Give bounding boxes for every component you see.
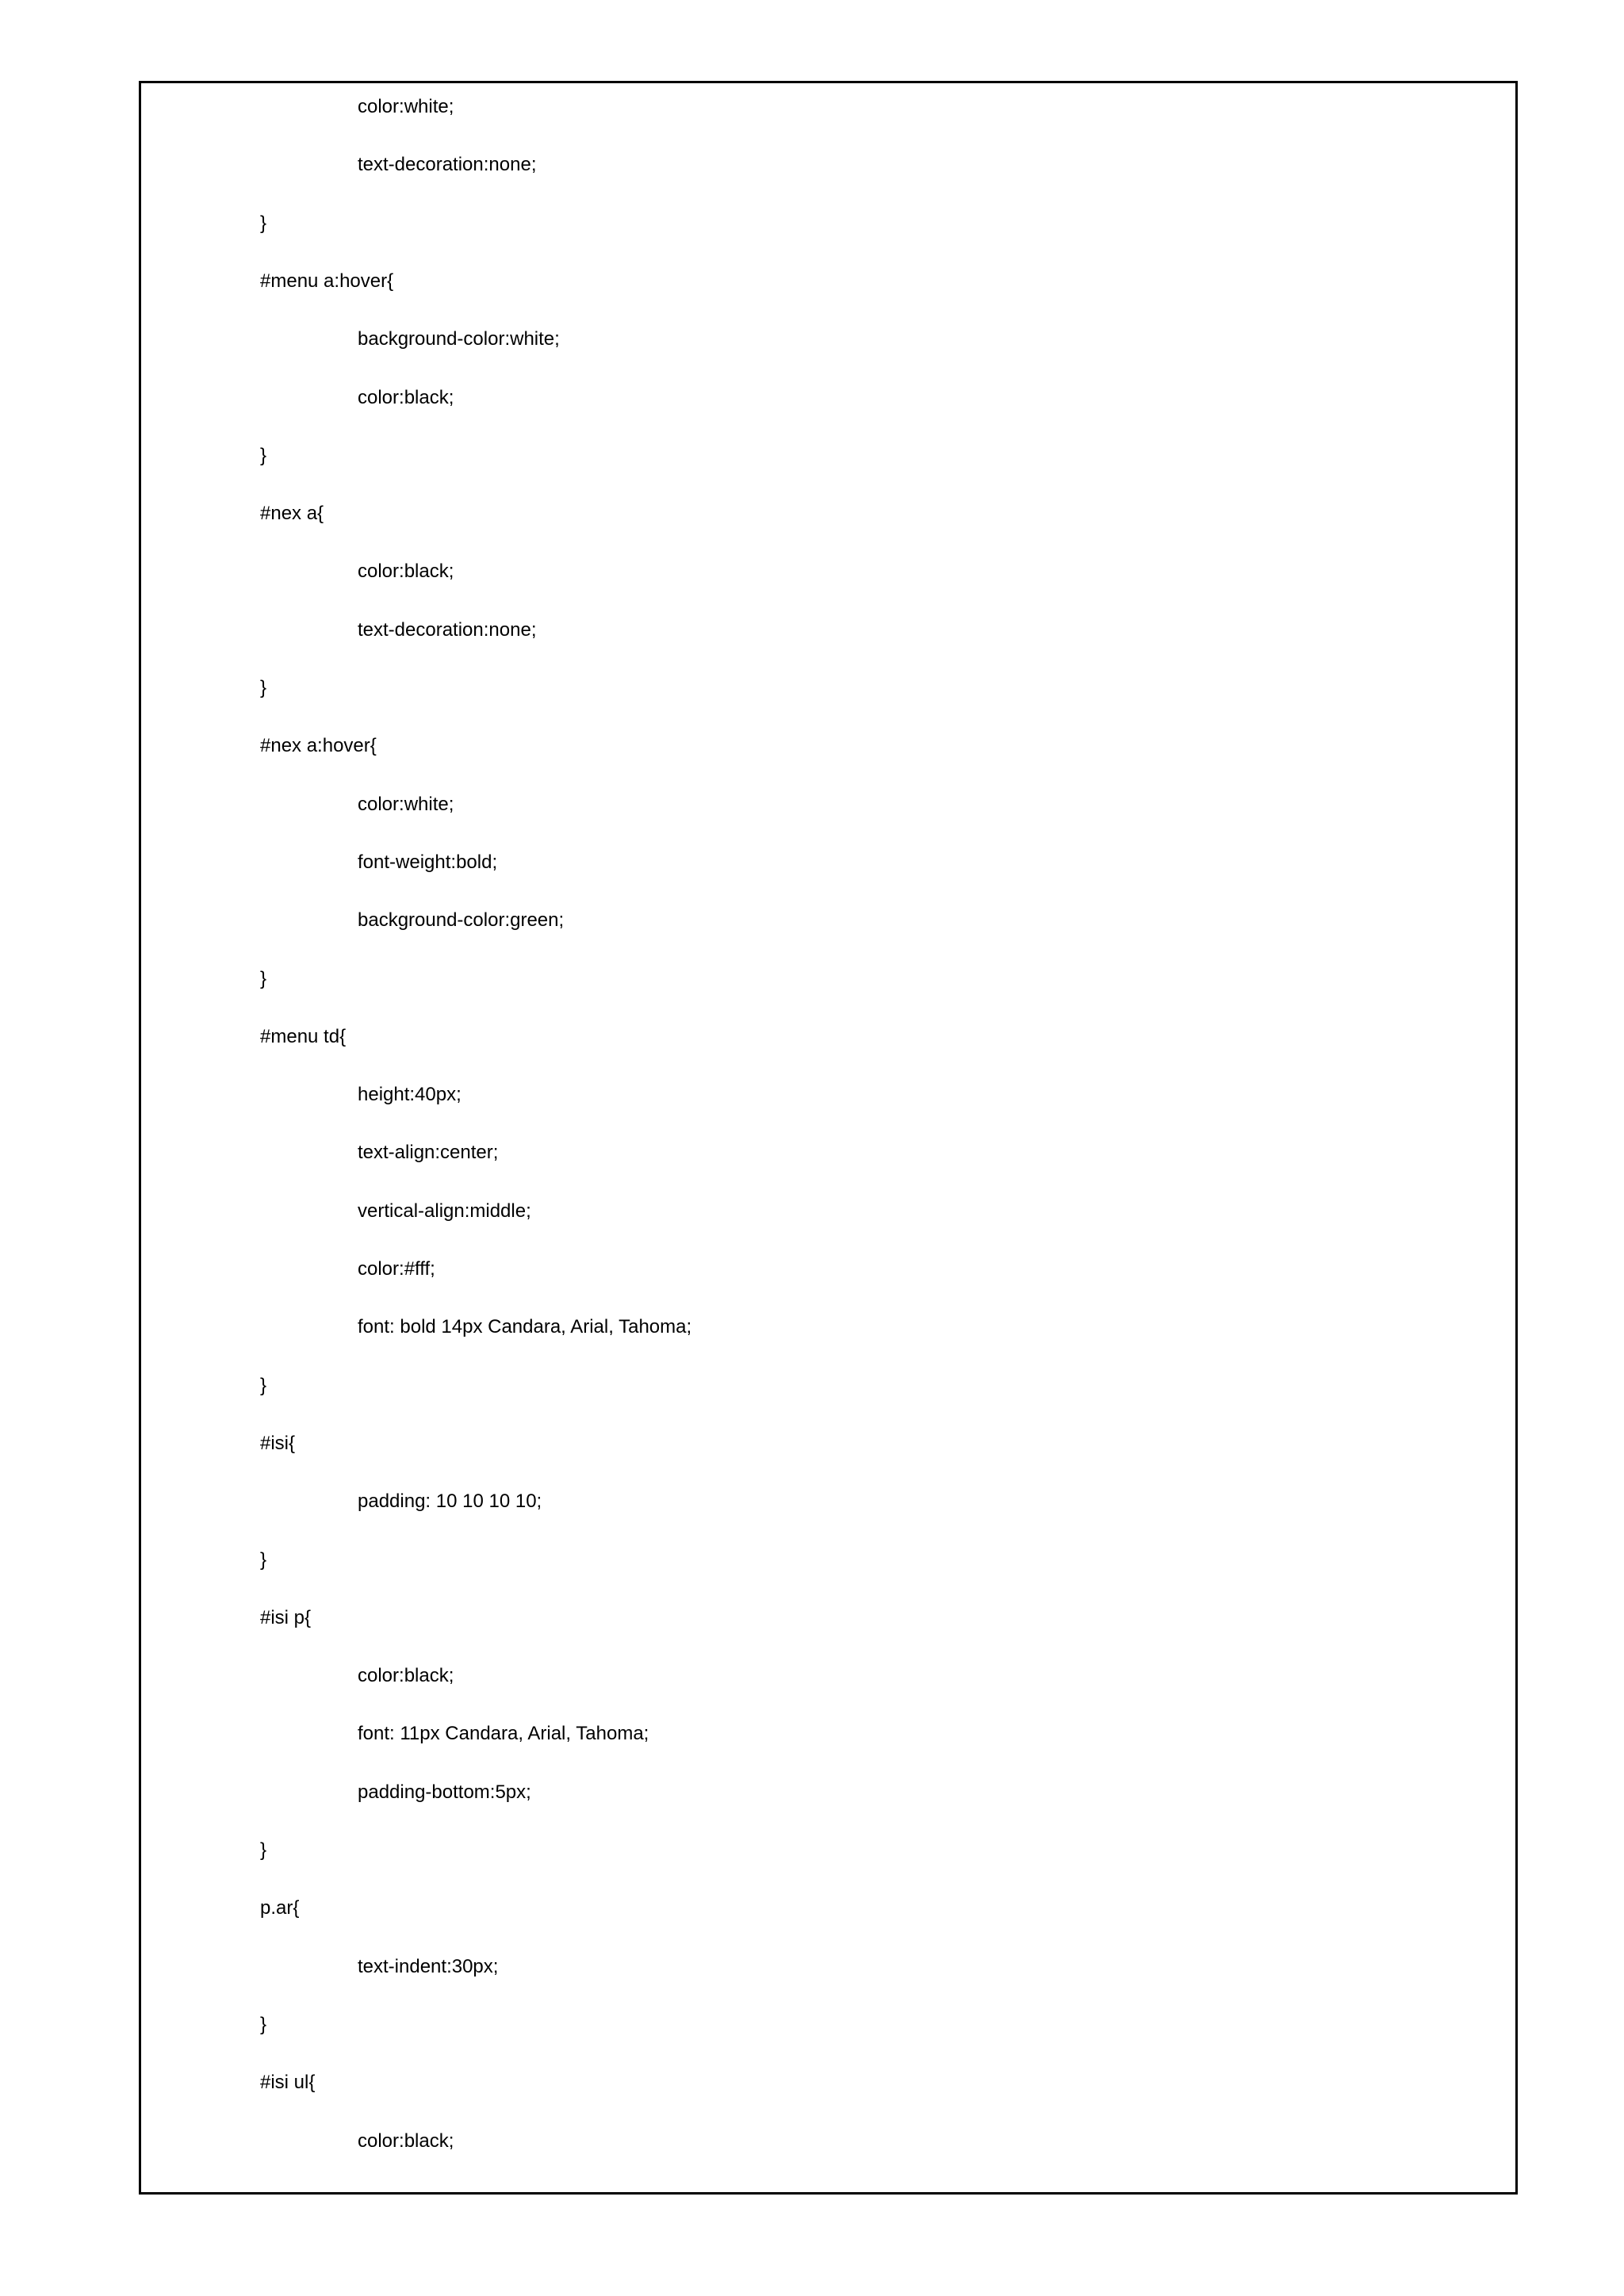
code-line-property: text-align:center; — [358, 1142, 499, 1164]
code-line-selector: } — [260, 444, 267, 466]
code-line-property: text-decoration:none; — [358, 618, 537, 641]
code-line-selector: } — [260, 1548, 267, 1571]
code-line-selector: } — [260, 2013, 267, 2035]
code-line-property: text-decoration:none; — [358, 154, 537, 176]
code-line-selector: #menu a:hover{ — [260, 270, 394, 292]
code-line-selector: #isi p{ — [260, 1606, 312, 1628]
code-line-selector: } — [260, 677, 267, 698]
code-line-property: color:black; — [358, 1665, 454, 1687]
code-line-property: color:black; — [358, 2130, 454, 2152]
code-line-property: font: bold 14px Candara, Arial, Tahoma; — [358, 1316, 692, 1338]
code-line-property: color:white; — [358, 96, 454, 117]
code-line-property: font: 11px Candara, Arial, Tahoma; — [358, 1723, 649, 1745]
code-line-property: color:#fff; — [358, 1258, 435, 1280]
code-line-property: font-weight:bold; — [358, 851, 498, 873]
code-line-selector: #menu td{ — [260, 1025, 347, 1047]
code-line-selector: #nex a{ — [260, 503, 324, 525]
code-line-selector: } — [260, 967, 267, 989]
code-line-property: padding-bottom:5px; — [358, 1781, 531, 1803]
code-line-property: vertical-align:middle; — [358, 1200, 531, 1222]
code-line-selector: #isi ul{ — [260, 2072, 316, 2094]
code-line-property: color:black; — [358, 386, 454, 408]
code-line-selector: } — [260, 1374, 267, 1396]
code-line-selector: } — [260, 212, 267, 234]
code-line-property: background-color:green; — [358, 909, 565, 932]
code-line-selector: p.ar{ — [260, 1897, 300, 1919]
code-line-property: background-color:white; — [358, 328, 560, 350]
code-line-selector: #isi{ — [260, 1432, 296, 1454]
code-listing — [141, 83, 1515, 2192]
code-line-selector: } — [260, 1839, 267, 1861]
code-line-property: text-indent:30px; — [358, 1955, 499, 1977]
code-line-selector: #nex a:hover{ — [260, 735, 377, 757]
code-line-property: padding: 10 10 10 10; — [358, 1490, 542, 1513]
code-line-property: height:40px; — [358, 1084, 462, 1106]
code-line-property: color:black; — [358, 561, 454, 583]
code-line-property: color:white; — [358, 793, 454, 815]
document-frame — [139, 81, 1518, 2195]
